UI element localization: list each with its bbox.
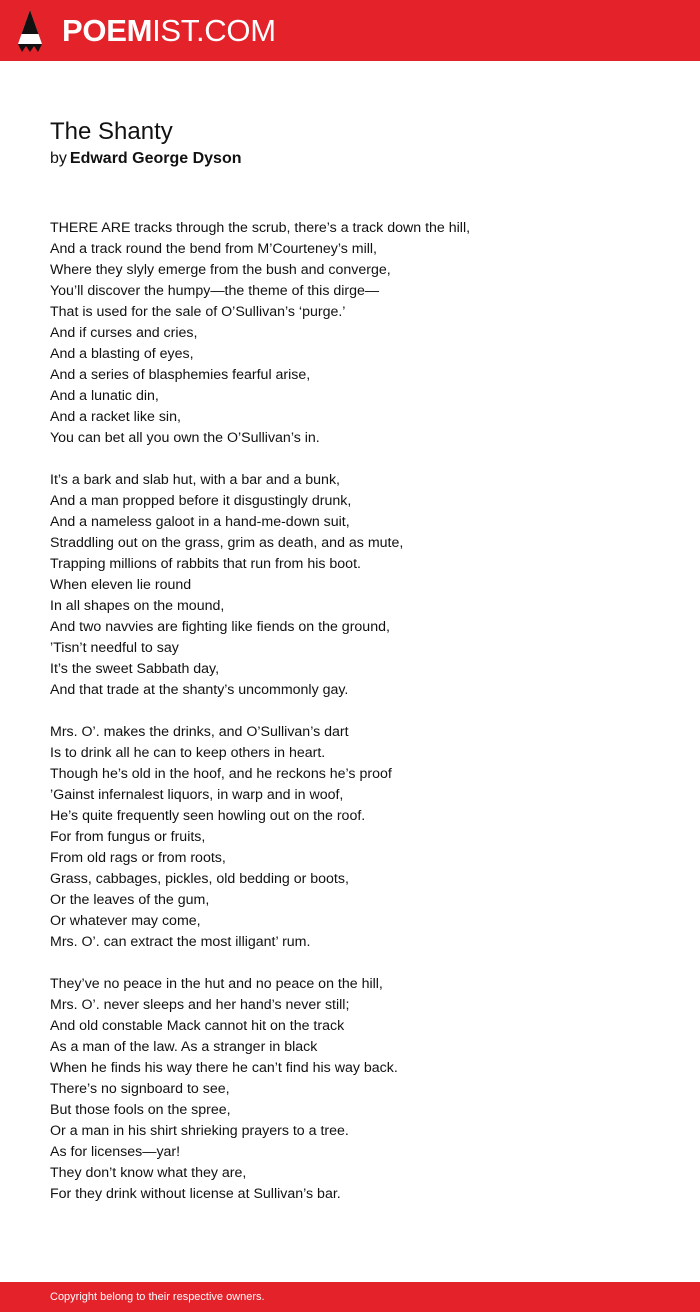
poem-line: He’s quite frequently seen howling out on the roof.	[50, 808, 366, 824]
poem-line: In all shapes on the mound,	[50, 598, 225, 614]
poem-line: You’ll discover the humpy—the theme of this dirge—	[50, 283, 380, 299]
poem-line: For they drink without license at Sullivan’s bar.	[50, 1186, 341, 1202]
poem-line: But those fools on the spree,	[50, 1102, 231, 1118]
poem-stanza	[50, 974, 670, 1205]
poem-line: Though he’s old in the hoof, and he reckons he’s proof	[50, 766, 392, 782]
poem-line: They don’t know what they are,	[50, 1165, 247, 1181]
poem-line: And a racket like sin,	[50, 409, 181, 425]
poem-line: And a lunatic din,	[50, 388, 159, 404]
poem-line: Mrs. O’. can extract the most illigant’ rum.	[50, 934, 311, 950]
poem-line: When he finds his way there he can’t find his way back.	[50, 1060, 398, 1076]
poem-line: Or a man in his shirt shrieking prayers to a tree.	[50, 1123, 349, 1139]
poem-line: Or the leaves of the gum,	[50, 892, 210, 908]
poem-line: And two navvies are fighting like fiends on the ground,	[50, 619, 390, 635]
poem-line: When eleven lie round	[50, 577, 192, 593]
site-footer	[0, 1282, 700, 1312]
poem-line: Trapping millions of rabbits that run from his boot.	[50, 556, 361, 572]
poem-line: That is used for the sale of O’Sullivan’s ‘purge.’	[50, 304, 346, 320]
author-name: Edward George Dyson	[69, 150, 242, 167]
logo-text-bold: POEM	[62, 13, 153, 48]
poem-line: As for licenses—yar!	[50, 1144, 181, 1160]
poem-line: And a blasting of eyes,	[50, 346, 194, 362]
poem-line: It’s a bark and slab hut, with a bar and a bunk,	[50, 472, 340, 488]
poem-stanza	[50, 218, 670, 449]
poem-line: THERE ARE tracks through the scrub, there’s a track down the hill,	[50, 220, 471, 236]
poem-line: You can bet all you own the O’Sullivan’s in.	[50, 430, 320, 446]
poem-line: And a track round the bend from M’Courteney’s mill,	[50, 241, 377, 257]
site-logo[interactable]	[62, 13, 276, 49]
poem-line: And a man propped before it disgustingly drunk,	[50, 493, 352, 509]
poem-line: Straddling out on the grass, grim as death, and as mute,	[50, 535, 404, 551]
poem-body	[50, 218, 670, 1226]
poem-line: And if curses and cries,	[50, 325, 198, 341]
poem-line: It’s the sweet Sabbath day,	[50, 661, 220, 677]
copyright-notice: Copyright belong to their respective owners.	[50, 1291, 265, 1303]
poem-title: The Shanty	[50, 118, 173, 145]
poem-stanza	[50, 470, 670, 701]
poem-line: And a series of blasphemies fearful arise,	[50, 367, 311, 383]
poem-line: Mrs. O’. makes the drinks, and O’Sullivan’s dart	[50, 724, 349, 740]
poem-line: And that trade at the shanty’s uncommonly gay.	[50, 682, 349, 698]
poem-line: Mrs. O’. never sleeps and her hand’s never still;	[50, 997, 350, 1013]
pencil-logo-icon[interactable]	[18, 10, 42, 52]
poem-line: Where they slyly emerge from the bush and converge,	[50, 262, 391, 278]
byline	[50, 149, 242, 169]
poem-line: ’Gainst infernalest liquors, in warp and in woof,	[50, 787, 344, 803]
poem-line: And a nameless galoot in a hand-me-down suit,	[50, 514, 350, 530]
poem-line: Or whatever may come,	[50, 913, 201, 929]
poem-line: Grass, cabbages, pickles, old bedding or boots,	[50, 871, 349, 887]
poem-line: And old constable Mack cannot hit on the track	[50, 1018, 345, 1034]
poem-line: There’s no signboard to see,	[50, 1081, 230, 1097]
by-label: by	[50, 150, 67, 167]
poem-line: As a man of the law. As a stranger in black	[50, 1039, 318, 1055]
logo-text-light: IST.COM	[152, 13, 276, 48]
site-header	[0, 0, 700, 61]
poem-line: Is to drink all he can to keep others in heart.	[50, 745, 326, 761]
poem-stanza	[50, 722, 670, 953]
poem-line: From old rags or from roots,	[50, 850, 226, 866]
poem-line: For from fungus or fruits,	[50, 829, 206, 845]
poem-line: They’ve no peace in the hut and no peace on the hill,	[50, 976, 383, 992]
poem-line: ’Tisn’t needful to say	[50, 640, 179, 656]
